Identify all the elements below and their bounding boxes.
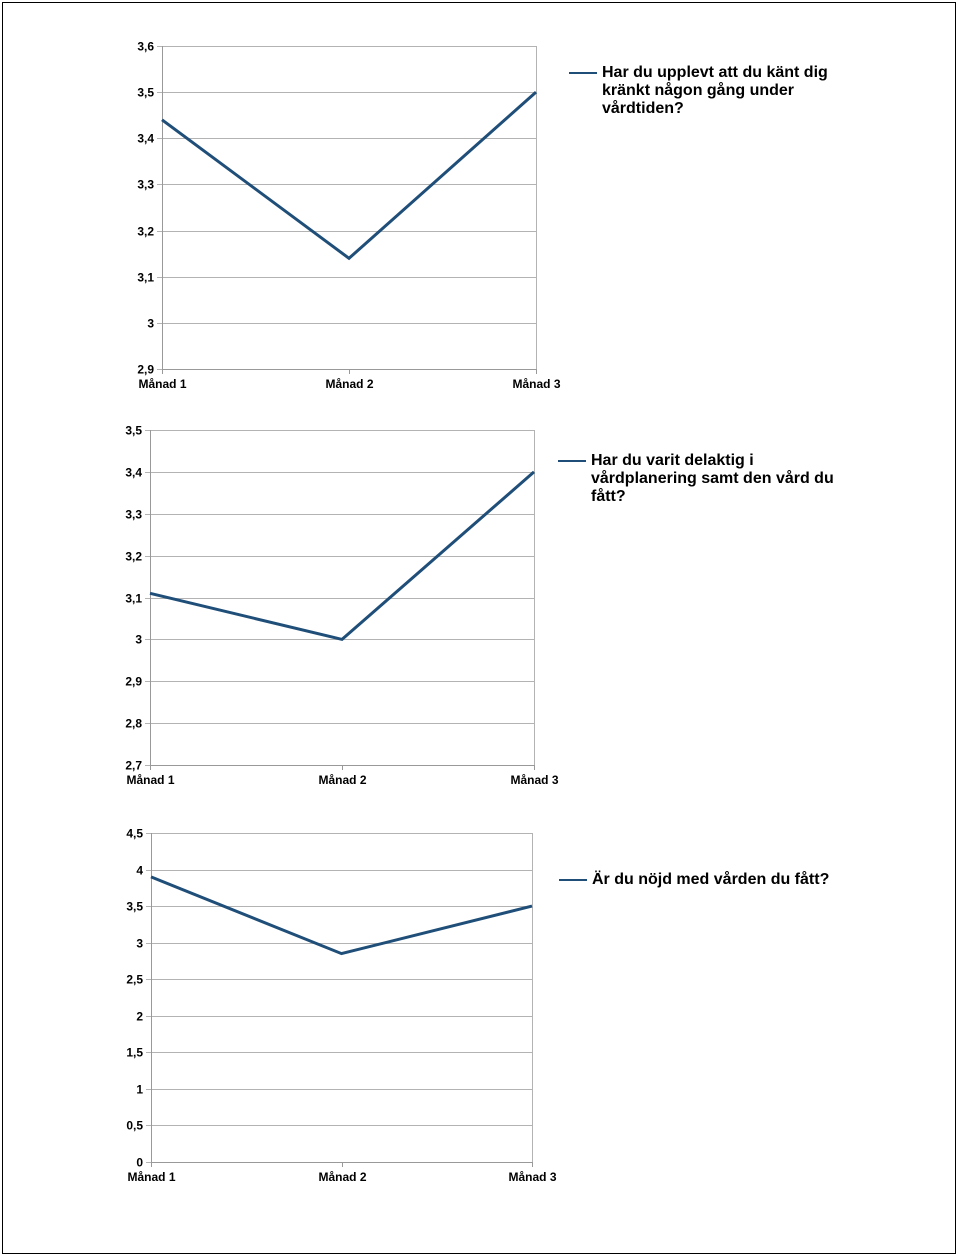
chart-3-y-tick-label: 1,5 (126, 1045, 143, 1060)
chart-1-x-tick-label: Månad 3 (512, 377, 561, 391)
chart-1-series-line (162, 92, 536, 258)
chart-1-y-tick-label: 3,3 (137, 177, 154, 192)
chart-3-series-line (151, 877, 532, 954)
legend-label-chart-1: Har du upplevt att du känt dig kränkt någon gång under vårdtiden? (602, 64, 828, 117)
legend-swatch-chart-2 (558, 460, 586, 462)
chart-2-y-tick-label: 3,2 (125, 549, 142, 564)
chart-3-y-tick-label: 2 (136, 1009, 143, 1024)
chart-3-x-tick-label: Månad 3 (508, 1170, 557, 1184)
chart-3-y-tick-label: 0,5 (126, 1118, 143, 1133)
page (2, 2, 956, 1254)
chart-2-series-line (150, 472, 534, 640)
chart-1-y-tick-label: 3,2 (137, 224, 154, 239)
chart-2-y-tick-label: 2,7 (125, 758, 142, 773)
chart-2-y-tick-label: 3 (135, 632, 142, 647)
chart-2-y-tick-label: 3,4 (125, 465, 142, 480)
legend-label-chart-3: Är du nöjd med vården du fått? (592, 871, 830, 888)
chart-3-x-tick-label: Månad 1 (127, 1170, 176, 1184)
chart-1-x-tick-label: Månad 1 (138, 377, 187, 391)
chart-3-y-tick-label: 3 (136, 936, 143, 951)
chart-2-y-tick-label: 3,1 (125, 591, 142, 606)
chart-1-y-tick-label: 3,6 (137, 39, 154, 54)
legend-chart-1 (569, 64, 859, 118)
chart-2-x-tick-label: Månad 1 (126, 773, 175, 787)
chart-3-y-tick-label: 4,5 (126, 826, 143, 841)
legend-swatch-chart-3 (559, 879, 587, 881)
chart-1-y-tick-label: 3,4 (137, 131, 154, 146)
chart-2-y-tick-label: 2,8 (125, 716, 142, 731)
chart-2-y-tick-label: 3,5 (125, 423, 142, 438)
chart-3-y-tick-label: 0 (136, 1155, 143, 1170)
chart-1-y-tick-label: 3 (147, 316, 154, 331)
chart-2-y-tick-label: 2,9 (125, 674, 142, 689)
chart-3-y-tick-label: 3,5 (126, 899, 143, 914)
chart-3-y-tick-label: 4 (136, 863, 143, 878)
legend-chart-3 (559, 871, 879, 889)
chart-1-x-tick-label: Månad 2 (325, 377, 374, 391)
chart-2-y-tick-label: 3,3 (125, 507, 142, 522)
legend-swatch-chart-1 (569, 72, 597, 74)
legend-chart-2 (558, 452, 863, 506)
charts-canvas (3, 3, 957, 1255)
chart-2-x-tick-label: Månad 3 (510, 773, 559, 787)
chart-1-y-tick-label: 3,1 (137, 270, 154, 285)
chart-1-y-tick-label: 2,9 (137, 362, 154, 377)
legend-label-chart-2: Har du varit delaktig i vårdplanering samt den vård du fått? (591, 452, 834, 505)
chart-3-x-tick-label: Månad 2 (318, 1170, 367, 1184)
chart-1-y-tick-label: 3,5 (137, 85, 154, 100)
chart-2-x-tick-label: Månad 2 (318, 773, 367, 787)
chart-3-y-tick-label: 1 (136, 1082, 143, 1097)
chart-3-y-tick-label: 2,5 (126, 972, 143, 987)
